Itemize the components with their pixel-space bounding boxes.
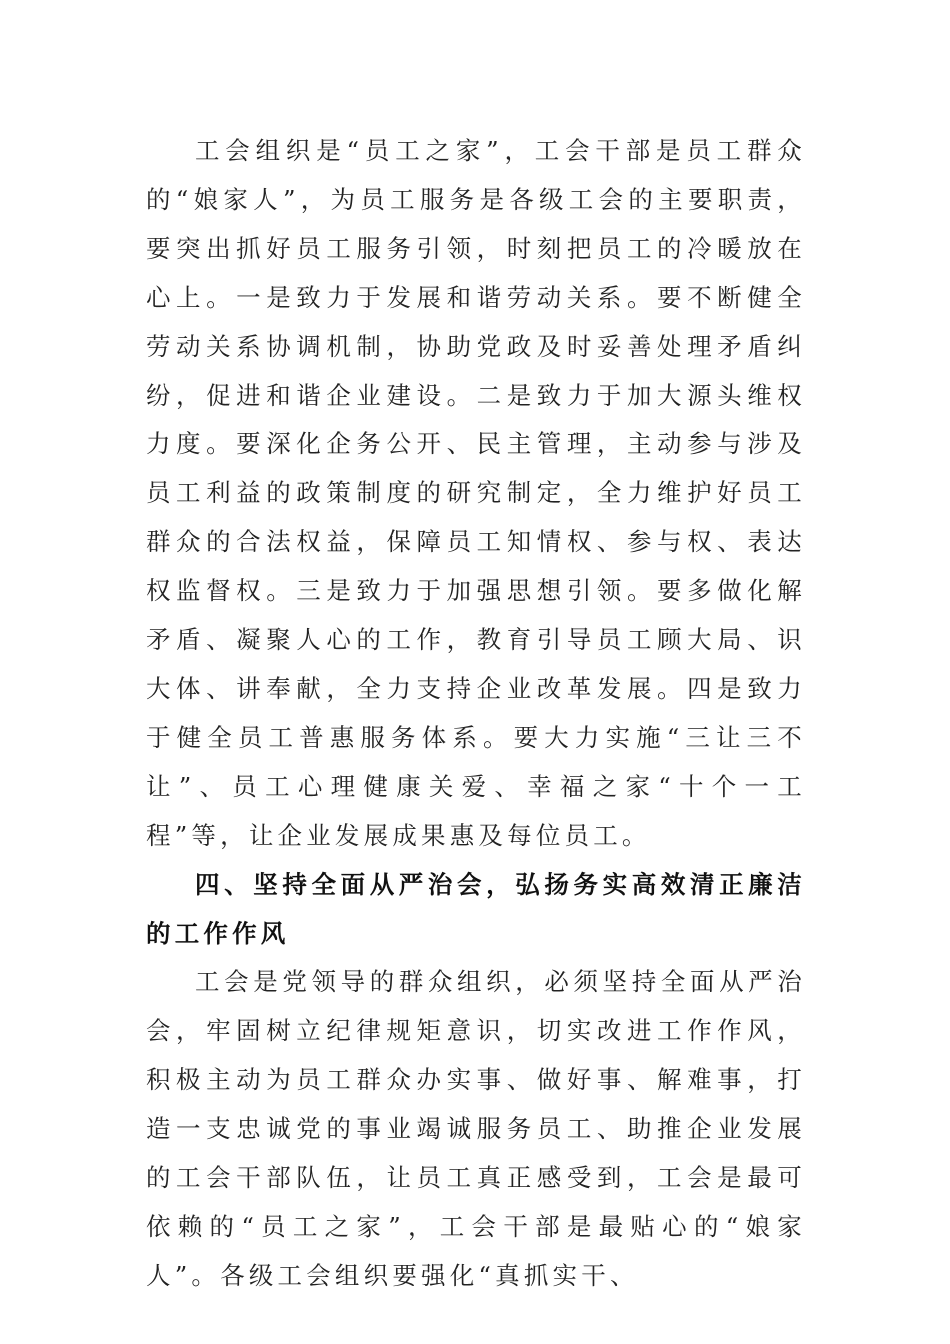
paragraph-strict-governance: 工会是党领导的群众组织，必须坚持全面从严治会，牢固树立纪律规矩意识，切实改进工作作风，积极主动为员工群众办实事、做好事、解难事，打造一支忠诚党的事业竭诚服务员工、助推企业发展的工会干部队伍，让员工真正感受到，工会是最可依赖的“员工之家”，工会干部是最贴心的“娘家人”。各级工会组织要强化“真抓实干、 (146, 967, 806, 1290)
paragraph-employee-service: 工会组织是“员工之家”，工会干部是员工群众的“娘家人”，为员工服务是各级工会的主要职责，要突出抓好员工服务引领，时刻把员工的冷暖放在心上。一是致力于发展和谐劳动关系。要不断健全劳动关系协调机制，协助党政及时妥善处理矛盾纠纷，促进和谐企业建设。二是致力于加大源头维权力度。要深化企务公开、民主管理，主动参与涉及员工利益的政策制度的研究制定，全力维护好员工群众的合法权益，保障员工知情权、参与权、表达权监督权。三是致力于加强思想引领。要多做化解矛盾、凝聚人心的工作，教育引导员工顾大局、识大体、讲奉献，全力支持企业改革发展。四是致力于健全员工普惠服务体系。要大力实施“三让三不让”、员工心理健康关爱、幸福之家“十个一工程”等，让企业发展成果惠及每位员工。 (146, 136, 806, 850)
section-heading-four: 四、坚持全面从严治会，弘扬务实高效清正廉洁的工作作风 (146, 869, 806, 948)
document-body (146, 127, 806, 1301)
